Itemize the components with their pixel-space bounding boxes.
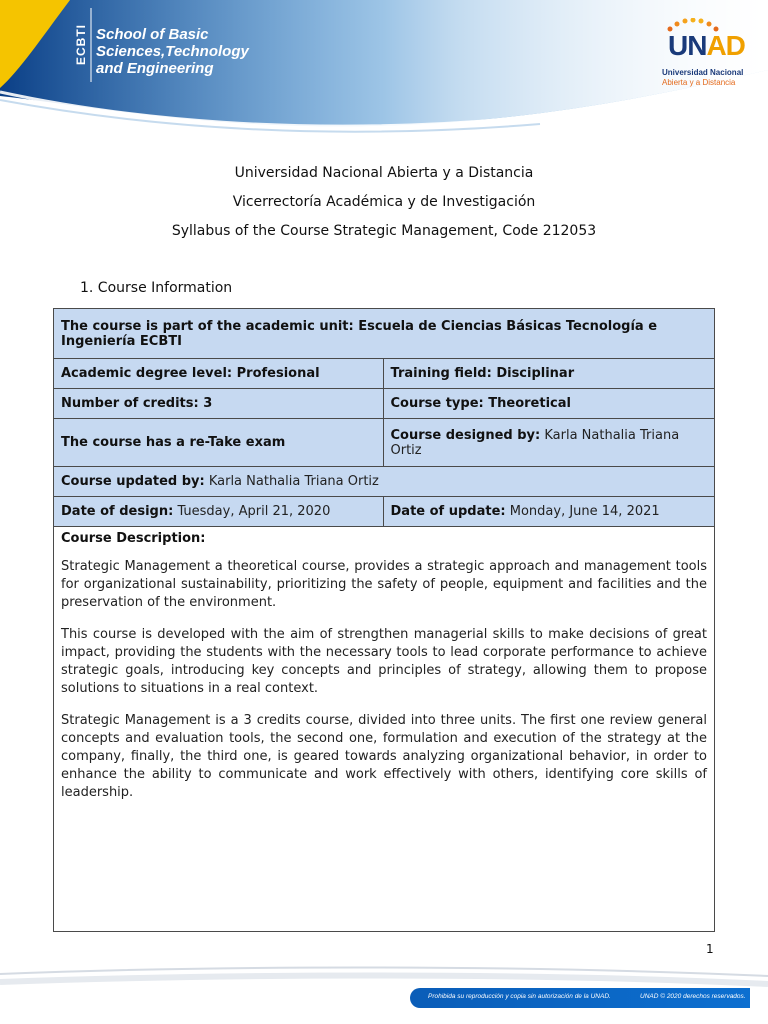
university-title: Universidad Nacional Abierta y a Distancia: [234, 165, 534, 181]
credits-cell: Number of credits: 3: [54, 389, 384, 419]
academic-unit-cell: The course is part of the academic unit: Escuela de Ciencias Básicas Tecnología e Ingeniería ECBTI: [54, 309, 715, 359]
table-row: [54, 309, 715, 359]
footer-notice: Prohibida su reproducción y copia sin autorización de la UNAD.: [428, 993, 611, 1000]
designed-by-cell: Course designed by: Karla Nathalia Triana Ortiz: [383, 419, 715, 467]
document-titles: [0, 162, 768, 249]
design-date-cell: Date of design: Tuesday, April 21, 2020: [54, 497, 384, 527]
retake-cell: The course has a re-Take exam: [54, 419, 384, 467]
table-row: [54, 419, 715, 467]
unad-logo: [660, 18, 752, 88]
course-type-cell: Course type: Theoretical: [383, 389, 715, 419]
table-row: [54, 497, 715, 527]
table-row: [54, 389, 715, 419]
training-field-cell: Training field: Disciplinar: [383, 359, 715, 389]
footer: [0, 964, 768, 1024]
course-description-title: Course Description:: [61, 531, 206, 546]
vicerrectoria-title: Vicerrectoría Académica y de Investigación: [232, 194, 536, 210]
logo-subtitle-2: Abierta y a Distancia: [662, 78, 736, 87]
update-date-cell: Date of update: Monday, June 14, 2021: [383, 497, 715, 527]
table-row: [54, 527, 715, 932]
description-paragraph-1: Strategic Management a theoretical course, provides a strategic approach and management tools for organizational sustainability, prioritizing the safety of people, equipment and facilities and the preservation of the environment.: [61, 559, 707, 610]
description-paragraph-3: Strategic Management is a 3 credits course, divided into three units. The first one review general concepts and evaluation tools, the second one, formulation and execution of the strategy at the company, finally, the third one, is geared towards analyzing organizational behavior, in order to enhance the ability to communicate and work effectively with others, identifying core skills of leadership.: [61, 713, 707, 800]
section-heading: 1. Course Information: [80, 280, 233, 296]
course-info-table: [53, 308, 715, 932]
course-description-cell: [54, 527, 715, 932]
page-number: 1: [706, 942, 714, 956]
school-name: School of Basic Sciences,Technology and Engineering: [96, 26, 249, 77]
degree-level-cell: Academic degree level: Profesional: [54, 359, 384, 389]
unit-abbreviation: ECBTI: [74, 24, 88, 66]
header-banner: [0, 0, 768, 140]
logo-subtitle-1: Universidad Nacional: [662, 68, 744, 77]
table-row: [54, 359, 715, 389]
updated-by-cell: Course updated by: Karla Nathalia Triana Ortiz: [54, 467, 715, 497]
description-paragraph-2: This course is developed with the aim of strengthen managerial skills to make decisions of great impact, providing the students with the necessary tools to lead corporate performance to achieve strategic goals, introducing key concepts and principles of strategy, allowing them to propose solutions to situations in a real context.: [61, 627, 707, 696]
logo-wordmark: UNAD: [668, 30, 745, 61]
syllabus-title: Syllabus of the Course Strategic Management, Code 212053: [171, 223, 597, 239]
table-row: [54, 467, 715, 497]
footer-copyright: UNAD © 2020 derechos reservados.: [640, 993, 746, 1000]
